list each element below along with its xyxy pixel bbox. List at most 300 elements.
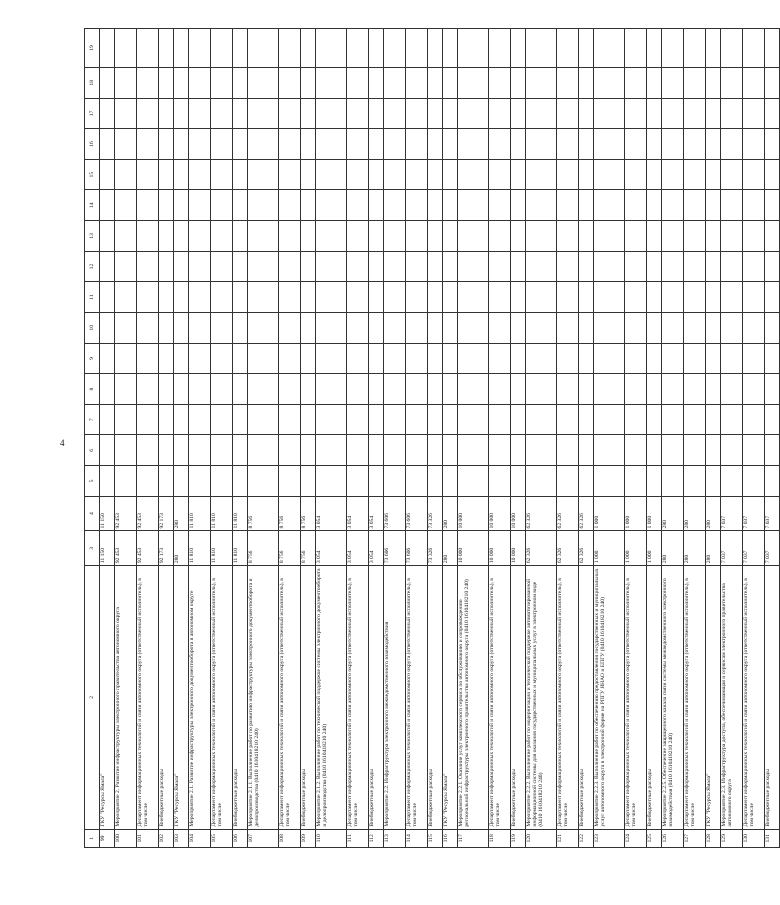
row-number: 124: [625, 829, 647, 847]
empty-cell: [347, 29, 369, 68]
empty-cell: [347, 435, 369, 466]
empty-cell: [662, 282, 684, 313]
empty-cell: [684, 98, 706, 129]
table-row: [579, 29, 594, 848]
row-number: 110: [316, 829, 347, 847]
empty-cell: [115, 374, 137, 405]
empty-cell: [301, 466, 316, 497]
empty-cell: [721, 190, 743, 221]
empty-cell: [159, 404, 174, 435]
empty-cell: [347, 374, 369, 405]
empty-cell: [174, 343, 189, 374]
empty-cell: [489, 190, 511, 221]
table-row: [279, 29, 301, 848]
empty-cell: [428, 221, 443, 252]
empty-cell: [174, 67, 189, 98]
column-header: 2: [85, 566, 100, 829]
value-col-3: 8 756: [248, 531, 279, 566]
empty-cell: [316, 282, 347, 313]
empty-cell: [233, 374, 248, 405]
empty-cell: [316, 159, 347, 190]
empty-cell: [233, 282, 248, 313]
row-number: 120: [526, 829, 557, 847]
empty-cell: [721, 466, 743, 497]
empty-cell: [557, 404, 579, 435]
row-number: 117: [458, 829, 489, 847]
empty-cell: [765, 221, 780, 252]
empty-cell: [743, 343, 765, 374]
empty-cell: [137, 159, 159, 190]
empty-cell: [347, 466, 369, 497]
value-col-3: 280: [684, 531, 706, 566]
empty-cell: [428, 404, 443, 435]
empty-cell: [557, 190, 579, 221]
empty-cell: [189, 404, 211, 435]
table-row: [406, 29, 428, 848]
empty-cell: [557, 251, 579, 282]
empty-cell: [211, 282, 233, 313]
empty-cell: [347, 67, 369, 98]
table-row: [625, 29, 647, 848]
empty-cell: [137, 221, 159, 252]
empty-cell: [347, 343, 369, 374]
empty-cell: [211, 251, 233, 282]
row-name: Департамент информационных технологий и связи автономного округа (ответственный исполнитель), в том числе: [625, 566, 647, 829]
row-number: 122: [579, 829, 594, 847]
empty-cell: [489, 129, 511, 160]
empty-cell: [684, 312, 706, 343]
empty-cell: [765, 159, 780, 190]
empty-cell: [594, 159, 625, 190]
empty-cell: [743, 435, 765, 466]
table-row: [159, 29, 174, 848]
empty-cell: [489, 312, 511, 343]
empty-cell: [706, 129, 721, 160]
row-number: 104: [189, 829, 211, 847]
value-col-3: 73 326: [428, 531, 443, 566]
empty-cell: [428, 251, 443, 282]
empty-cell: [279, 466, 301, 497]
empty-cell: [594, 251, 625, 282]
empty-cell: [647, 374, 662, 405]
column-header: 8: [85, 374, 100, 405]
empty-cell: [743, 221, 765, 252]
empty-cell: [443, 404, 458, 435]
value-col-4: 92 173: [159, 496, 174, 531]
row-name: Внебюджетные расходы: [159, 566, 174, 829]
empty-cell: [625, 221, 647, 252]
empty-cell: [137, 374, 159, 405]
value-col-4: 73 606: [406, 496, 428, 531]
empty-cell: [458, 159, 489, 190]
empty-cell: [369, 190, 384, 221]
empty-cell: [248, 404, 279, 435]
empty-cell: [489, 343, 511, 374]
row-name: Внебюджетные расходы: [765, 566, 780, 829]
empty-cell: [443, 190, 458, 221]
empty-cell: [511, 67, 526, 98]
value-col-4: 280: [662, 496, 684, 531]
empty-cell: [625, 466, 647, 497]
empty-cell: [233, 466, 248, 497]
empty-cell: [316, 312, 347, 343]
row-name: Департамент информационных технологий и связи автономного округа (ответственный исполнитель), в том числе: [347, 566, 369, 829]
empty-cell: [369, 67, 384, 98]
empty-cell: [662, 159, 684, 190]
empty-cell: [115, 466, 137, 497]
empty-cell: [115, 129, 137, 160]
empty-cell: [159, 98, 174, 129]
table-row: [662, 29, 684, 848]
empty-cell: [511, 98, 526, 129]
table-row: [557, 29, 579, 848]
column-header: 1: [85, 829, 100, 847]
row-name: Мероприятие 2.2.5. Обеспечение защищенного канала связи системы межведомственного электронного взаимодействия (0410 1610418210 240): [662, 566, 684, 829]
row-number: 99: [100, 829, 115, 847]
empty-cell: [248, 190, 279, 221]
empty-cell: [233, 404, 248, 435]
row-name: Мероприятие 2. Развитие инфраструктуры электронного правительства автономного округа: [115, 566, 137, 829]
value-col-3: 62 326: [526, 531, 557, 566]
column-header: 17: [85, 98, 100, 129]
empty-cell: [279, 282, 301, 313]
empty-cell: [211, 221, 233, 252]
empty-cell: [301, 190, 316, 221]
empty-cell: [765, 343, 780, 374]
empty-cell: [706, 190, 721, 221]
empty-cell: [316, 98, 347, 129]
empty-cell: [115, 159, 137, 190]
empty-cell: [594, 404, 625, 435]
empty-cell: [647, 312, 662, 343]
table-row: [211, 29, 233, 848]
value-col-3: 3 054: [369, 531, 384, 566]
empty-cell: [248, 374, 279, 405]
empty-cell: [706, 404, 721, 435]
value-col-4: 11 150: [100, 496, 115, 531]
empty-cell: [458, 282, 489, 313]
empty-cell: [115, 404, 137, 435]
row-number: 118: [489, 829, 511, 847]
empty-cell: [647, 98, 662, 129]
empty-cell: [115, 435, 137, 466]
empty-cell: [511, 312, 526, 343]
empty-cell: [706, 466, 721, 497]
empty-cell: [706, 282, 721, 313]
empty-cell: [279, 251, 301, 282]
empty-cell: [100, 466, 115, 497]
empty-cell: [625, 435, 647, 466]
empty-cell: [511, 129, 526, 160]
empty-cell: [384, 129, 406, 160]
empty-cell: [406, 435, 428, 466]
empty-cell: [443, 343, 458, 374]
empty-cell: [406, 98, 428, 129]
empty-cell: [211, 466, 233, 497]
empty-cell: [369, 29, 384, 68]
column-header: 10: [85, 312, 100, 343]
empty-cell: [137, 98, 159, 129]
empty-cell: [159, 221, 174, 252]
empty-cell: [248, 67, 279, 98]
empty-cell: [384, 466, 406, 497]
empty-cell: [647, 129, 662, 160]
empty-cell: [301, 29, 316, 68]
empty-cell: [557, 282, 579, 313]
column-header: 16: [85, 129, 100, 160]
empty-cell: [189, 129, 211, 160]
empty-cell: [743, 312, 765, 343]
value-col-4: 280: [706, 496, 721, 531]
empty-cell: [579, 343, 594, 374]
empty-cell: [706, 312, 721, 343]
empty-cell: [159, 251, 174, 282]
row-number: 115: [428, 829, 443, 847]
empty-cell: [233, 67, 248, 98]
empty-cell: [579, 466, 594, 497]
empty-cell: [443, 282, 458, 313]
empty-cell: [189, 67, 211, 98]
empty-cell: [100, 435, 115, 466]
row-number: 129: [721, 829, 743, 847]
value-col-3: 62 326: [579, 531, 594, 566]
empty-cell: [526, 282, 557, 313]
value-col-3: 11 810: [211, 531, 233, 566]
empty-cell: [647, 159, 662, 190]
empty-cell: [211, 404, 233, 435]
row-number: 103: [174, 829, 189, 847]
empty-cell: [647, 29, 662, 68]
row-number: 108: [279, 829, 301, 847]
empty-cell: [248, 29, 279, 68]
empty-cell: [174, 282, 189, 313]
empty-cell: [443, 67, 458, 98]
empty-cell: [684, 374, 706, 405]
empty-cell: [100, 374, 115, 405]
empty-cell: [647, 251, 662, 282]
row-name: Мероприятие 2.2.3. Выполнение работ по обеспечению предоставления государственных и муниципальных услуг автономного округа в электронной форме на РПГУ ЯНАО и ЕПГУ (0410 1610418210 240): [594, 566, 625, 829]
empty-cell: [369, 282, 384, 313]
empty-cell: [625, 98, 647, 129]
empty-cell: [384, 98, 406, 129]
empty-cell: [406, 282, 428, 313]
empty-cell: [301, 221, 316, 252]
row-number: 101: [137, 829, 159, 847]
row-name: Департамент информационных технологий и связи автономного округа (ответственный исполнитель), в том числе: [684, 566, 706, 829]
value-col-4: 73 606: [384, 496, 406, 531]
value-col-3: 10 000: [458, 531, 489, 566]
empty-cell: [594, 221, 625, 252]
value-col-3: 1 000: [647, 531, 662, 566]
empty-cell: [279, 343, 301, 374]
empty-cell: [189, 29, 211, 68]
empty-cell: [743, 374, 765, 405]
column-header: 15: [85, 159, 100, 190]
row-name: ГКУ "Ресурсы Ямала": [706, 566, 721, 829]
table-row: [647, 29, 662, 848]
empty-cell: [115, 282, 137, 313]
empty-cell: [301, 159, 316, 190]
empty-cell: [384, 435, 406, 466]
value-col-3: 73 606: [384, 531, 406, 566]
table-row: [233, 29, 248, 848]
empty-cell: [369, 251, 384, 282]
empty-cell: [526, 435, 557, 466]
empty-cell: [100, 98, 115, 129]
table-row: [428, 29, 443, 848]
empty-cell: [743, 159, 765, 190]
empty-cell: [594, 312, 625, 343]
empty-cell: [347, 129, 369, 160]
value-col-4: 8 756: [248, 496, 279, 531]
empty-cell: [189, 466, 211, 497]
empty-cell: [526, 404, 557, 435]
empty-cell: [443, 312, 458, 343]
empty-cell: [662, 312, 684, 343]
empty-cell: [721, 67, 743, 98]
row-name: Внебюджетные расходы: [428, 566, 443, 829]
empty-cell: [211, 98, 233, 129]
empty-cell: [384, 221, 406, 252]
empty-cell: [743, 190, 765, 221]
empty-cell: [647, 190, 662, 221]
row-name: ГКУ "Ресурсы Ямала": [443, 566, 458, 829]
empty-cell: [301, 251, 316, 282]
empty-cell: [489, 67, 511, 98]
empty-cell: [406, 221, 428, 252]
empty-cell: [233, 29, 248, 68]
empty-cell: [279, 312, 301, 343]
empty-cell: [526, 251, 557, 282]
empty-cell: [174, 251, 189, 282]
empty-cell: [662, 435, 684, 466]
value-col-4: 280: [174, 496, 189, 531]
empty-cell: [579, 374, 594, 405]
empty-cell: [625, 251, 647, 282]
empty-cell: [301, 67, 316, 98]
empty-cell: [316, 435, 347, 466]
empty-cell: [662, 251, 684, 282]
value-col-4: 8 756: [301, 496, 316, 531]
empty-cell: [684, 29, 706, 68]
row-number: 109: [301, 829, 316, 847]
empty-cell: [174, 129, 189, 160]
empty-cell: [458, 98, 489, 129]
column-header: 11: [85, 282, 100, 313]
empty-cell: [347, 190, 369, 221]
empty-cell: [557, 67, 579, 98]
empty-cell: [248, 251, 279, 282]
empty-cell: [647, 67, 662, 98]
empty-cell: [721, 251, 743, 282]
value-col-4: 11 810: [233, 496, 248, 531]
empty-cell: [443, 221, 458, 252]
empty-cell: [369, 435, 384, 466]
empty-cell: [233, 221, 248, 252]
empty-cell: [594, 190, 625, 221]
row-name: Мероприятие 2.3. Инфраструктура доступа, обеспечивающая и сервисам электронного правительства автономного округа: [721, 566, 743, 829]
row-name: Департамент информационных технологий и связи автономного округа (ответственный исполнитель), в том числе: [557, 566, 579, 829]
empty-cell: [137, 404, 159, 435]
empty-cell: [384, 251, 406, 282]
empty-cell: [301, 435, 316, 466]
empty-cell: [647, 221, 662, 252]
empty-cell: [579, 282, 594, 313]
empty-cell: [428, 190, 443, 221]
column-header: 9: [85, 343, 100, 374]
empty-cell: [406, 129, 428, 160]
empty-cell: [721, 98, 743, 129]
empty-cell: [625, 282, 647, 313]
empty-cell: [743, 404, 765, 435]
value-col-4: 10 000: [511, 496, 526, 531]
empty-cell: [100, 404, 115, 435]
empty-cell: [369, 404, 384, 435]
value-col-3: 7 037: [743, 531, 765, 566]
empty-cell: [211, 67, 233, 98]
empty-cell: [115, 221, 137, 252]
empty-cell: [647, 435, 662, 466]
empty-cell: [384, 29, 406, 68]
empty-cell: [526, 129, 557, 160]
empty-cell: [526, 466, 557, 497]
row-number: 131: [765, 829, 780, 847]
empty-cell: [647, 282, 662, 313]
empty-cell: [137, 190, 159, 221]
table-row: [511, 29, 526, 848]
column-header: 13: [85, 221, 100, 252]
value-col-3: 92 173: [159, 531, 174, 566]
empty-cell: [347, 98, 369, 129]
table-row: [706, 29, 721, 848]
empty-cell: [511, 159, 526, 190]
empty-cell: [369, 374, 384, 405]
empty-cell: [557, 29, 579, 68]
empty-cell: [662, 29, 684, 68]
empty-cell: [765, 98, 780, 129]
empty-cell: [625, 404, 647, 435]
empty-cell: [706, 67, 721, 98]
empty-cell: [743, 29, 765, 68]
value-col-4: 3 054: [316, 496, 347, 531]
empty-cell: [406, 159, 428, 190]
empty-cell: [662, 221, 684, 252]
row-number: 121: [557, 829, 579, 847]
empty-cell: [159, 466, 174, 497]
empty-cell: [511, 404, 526, 435]
empty-cell: [316, 251, 347, 282]
column-header: 18: [85, 67, 100, 98]
table-row: [189, 29, 211, 848]
empty-cell: [406, 190, 428, 221]
empty-cell: [189, 190, 211, 221]
table-row: [721, 29, 743, 848]
empty-cell: [557, 159, 579, 190]
table-row: [458, 29, 489, 848]
empty-cell: [458, 251, 489, 282]
empty-cell: [369, 343, 384, 374]
empty-cell: [594, 374, 625, 405]
row-name: Департамент информационных технологий и связи автономного округа (ответственный исполнитель), в том числе: [279, 566, 301, 829]
empty-cell: [100, 282, 115, 313]
empty-cell: [458, 466, 489, 497]
empty-cell: [579, 251, 594, 282]
value-col-4: 7 037: [721, 496, 743, 531]
empty-cell: [301, 282, 316, 313]
empty-cell: [233, 251, 248, 282]
value-col-3: 11 810: [233, 531, 248, 566]
value-col-3: 1 000: [625, 531, 647, 566]
